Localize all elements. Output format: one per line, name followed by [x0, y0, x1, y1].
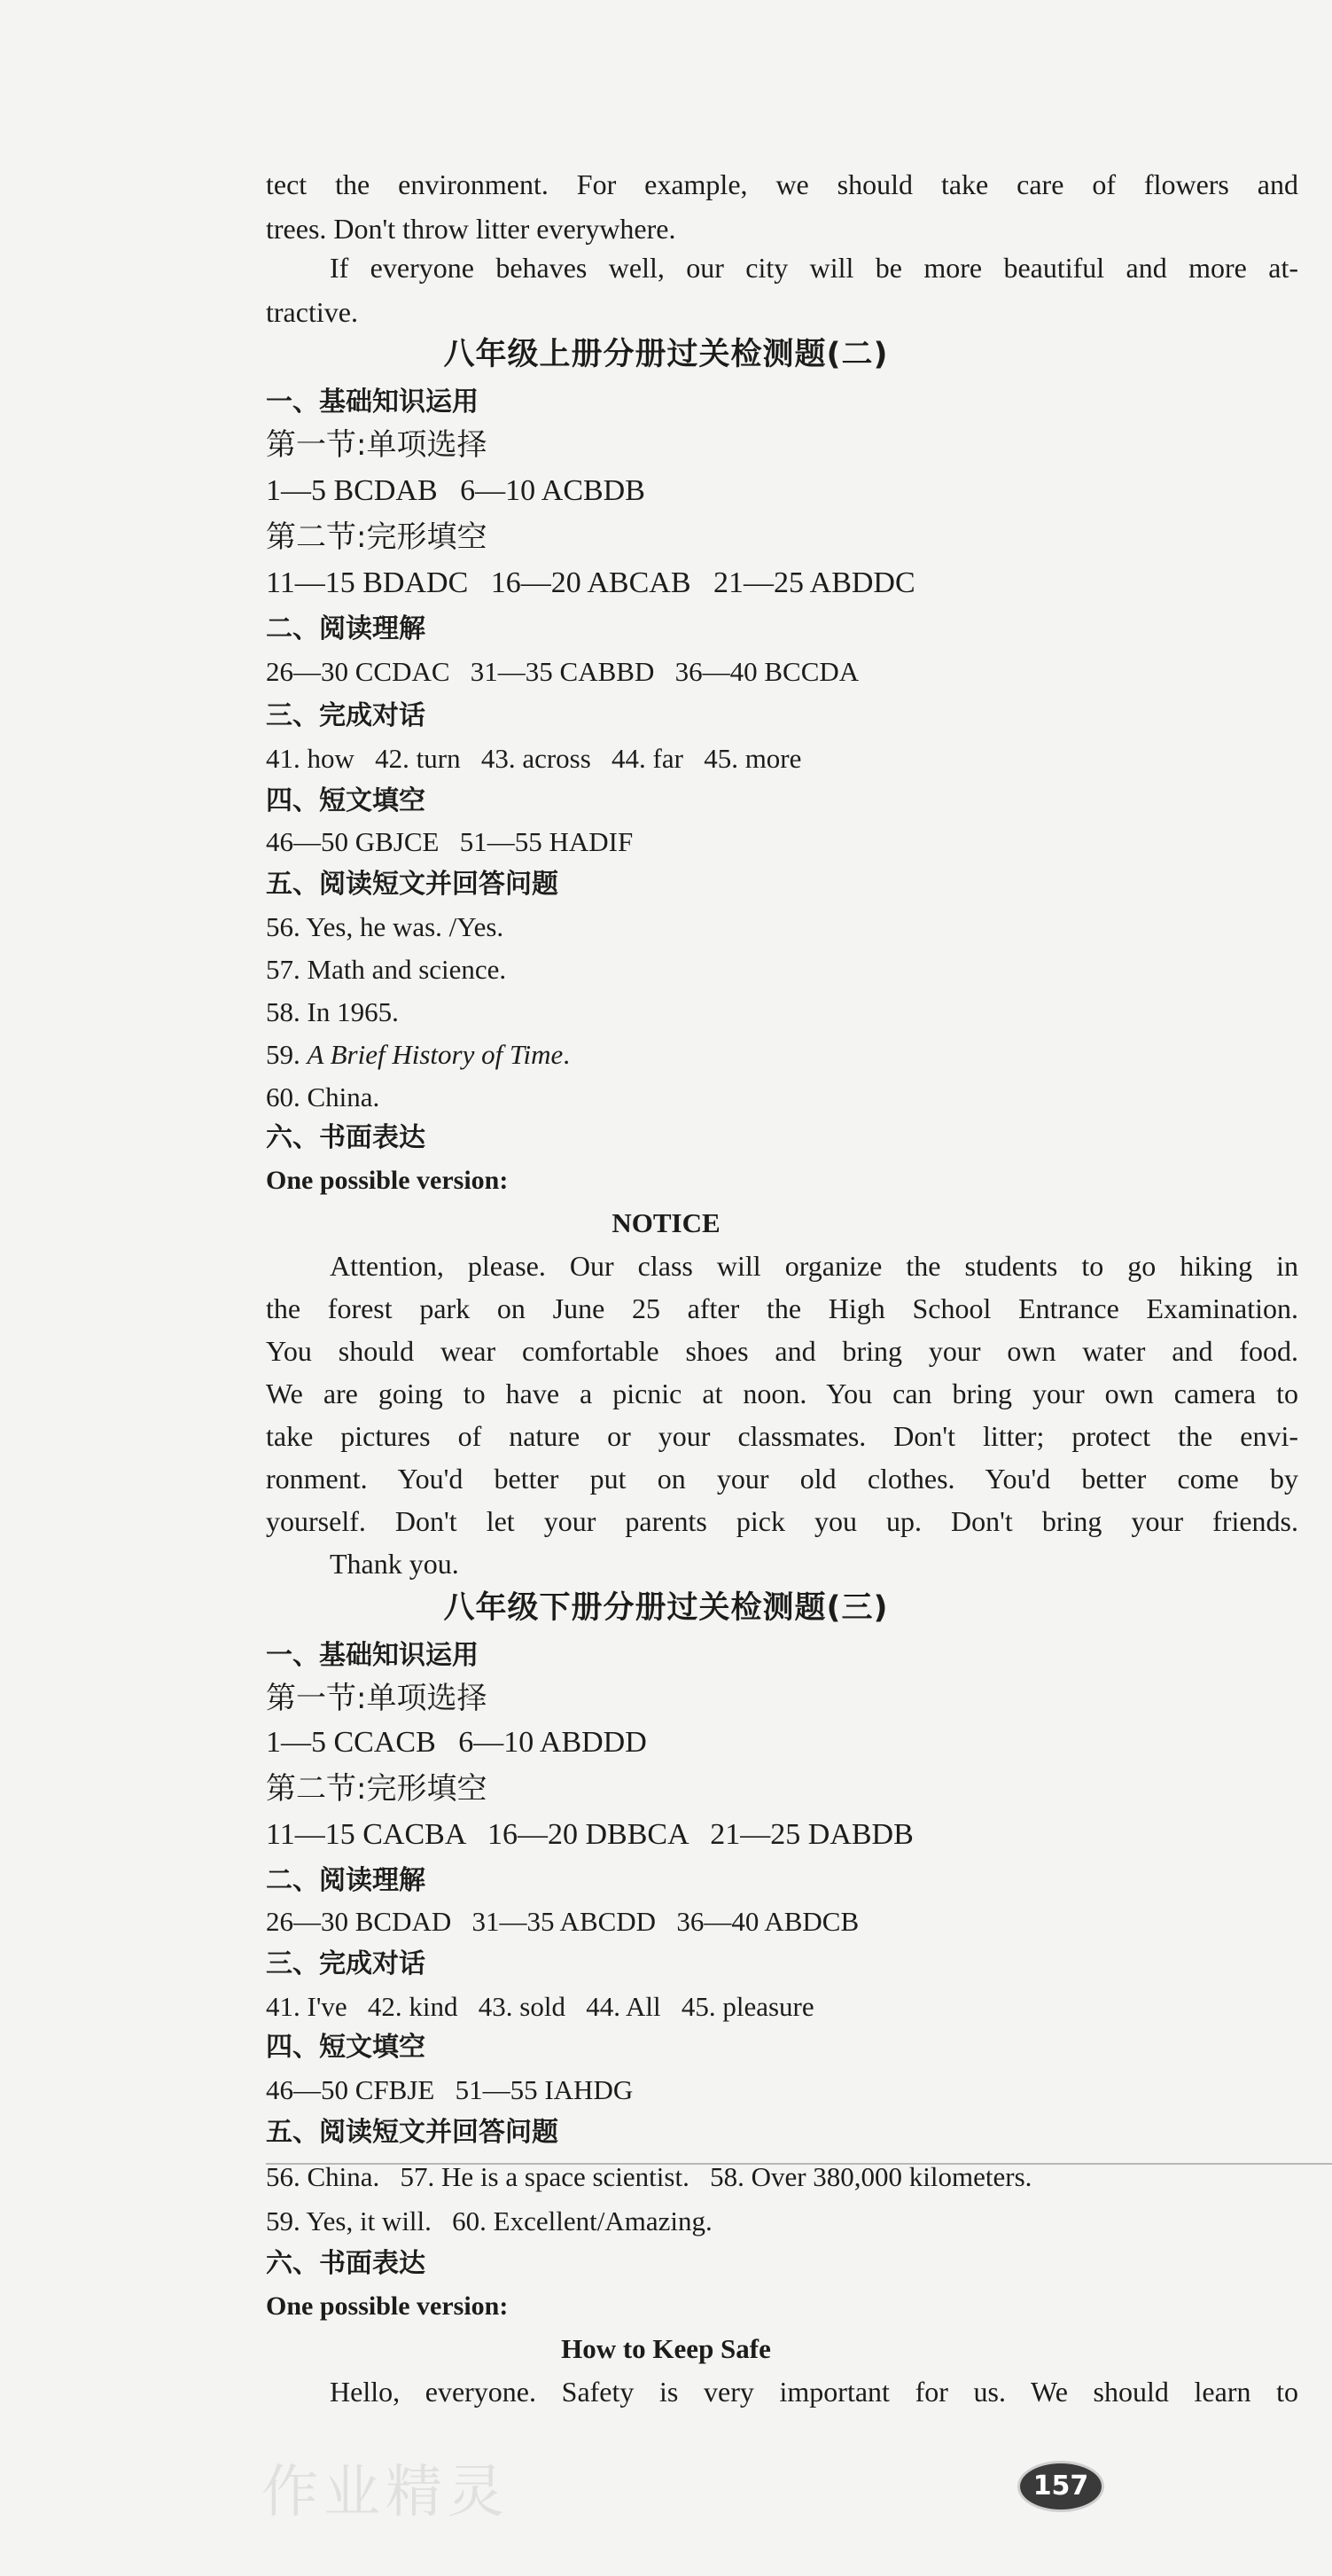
- test3-answers-1: 1—5 CCACB 6—10 ABDDD: [266, 1726, 647, 1759]
- test3-answers-5: 46—50 CFBJE 51—55 IAHDG: [266, 2074, 634, 2105]
- test2-subsection-1: 第一节:单项选择: [266, 427, 487, 463]
- test2-essay-line: Attention, please. Our class will organize the students to go hiking in: [330, 1250, 1298, 1282]
- test2-q57: 57. Math and science.: [266, 954, 507, 985]
- test2-q59-book-title: A Brief History of Time: [307, 1039, 564, 1070]
- test2-subsection-2: 第二节:完形填空: [266, 519, 487, 555]
- test2-q58: 58. In 1965.: [266, 996, 399, 1027]
- test2-essay-title: NOTICE: [611, 1207, 721, 1238]
- test2-q59-num: 59.: [266, 1039, 308, 1070]
- test3-q59-60: 59. Yes, it will. 60. Excellent/Amazing.: [266, 2205, 713, 2236]
- test3-q56-58: 56. China. 57. He is a space scientist. 58. Over 380,000 kilometers.: [266, 2161, 1032, 2192]
- test3-section-3: 三、完成对话: [266, 1948, 425, 1979]
- test2-answers-1: 1—5 BCDAB 6—10 ACBDB: [266, 474, 645, 507]
- test2-section-6: 六、书面表达: [266, 1122, 425, 1153]
- test3-essay-title: How to Keep Safe: [561, 2333, 771, 2364]
- test3-section-6: 六、书面表达: [266, 2248, 425, 2279]
- test3-answers-3: 26—30 BCDAD 31—35 ABCDD 36—40 ABDCB: [266, 1906, 860, 1937]
- intro-line-3: If everyone behaves well, our city will be more beautiful and more at-: [330, 252, 1298, 284]
- test2-section-3: 三、完成对话: [266, 700, 425, 731]
- test2-section-2: 二、阅读理解: [266, 613, 425, 644]
- test2-q59-end: .: [563, 1039, 571, 1070]
- test3-subsection-1: 第一节:单项选择: [266, 1681, 487, 1716]
- test2-answers-3: 26—30 CCDAC 31—35 CABBD 36—40 BCCDA: [266, 656, 860, 687]
- test3-subsection-2: 第二节:完形填空: [266, 1771, 487, 1807]
- test3-essay-line: Hello, everyone. Safety is very important for us. We should learn to: [330, 2376, 1298, 2408]
- test3-section-2: 二、阅读理解: [266, 1865, 425, 1896]
- test2-answers-5: 46—50 GBJCE 51—55 HADIF: [266, 826, 634, 857]
- test2-thanks: Thank you.: [330, 1548, 459, 1580]
- test2-essay-line: We are going to have a picnic at noon. You can bring your own camera to: [266, 1378, 1298, 1409]
- test2-section-5: 五、阅读短文并回答问题: [266, 869, 558, 900]
- test3-section-5: 五、阅读短文并回答问题: [266, 2117, 558, 2148]
- test2-essay-line: ronment. You'd better put on your old clothes. You'd better come by: [266, 1463, 1298, 1495]
- test2-answers-2: 11—15 BDADC 16—20 ABCAB 21—25 ABDDC: [266, 566, 915, 599]
- test2-q56: 56. Yes, he was. /Yes.: [266, 911, 504, 942]
- test3-answers-4: 41. I've 42. kind 43. sold 44. All 45. pleasure: [266, 1991, 814, 2022]
- test2-q60: 60. China.: [266, 1081, 380, 1112]
- test3-title: 八年级下册分册过关检测题(三): [443, 1590, 889, 1626]
- test2-version-label: One possible version:: [266, 1166, 509, 1195]
- test2-essay-line: yourself. Don't let your parents pick you up. Don't bring your friends.: [266, 1505, 1298, 1537]
- test3-section-1: 一、基础知识运用: [266, 1640, 479, 1671]
- test2-title: 八年级上册分册过关检测题(二): [443, 337, 889, 372]
- test2-essay-line: the forest park on June 25 after the High School Entrance Examination.: [266, 1292, 1298, 1324]
- test3-answers-2: 11—15 CACBA 16—20 DBBCA 21—25 DABDB: [266, 1818, 914, 1851]
- test3-section-4: 四、短文填空: [266, 2032, 425, 2063]
- test2-section-4: 四、短文填空: [266, 785, 425, 816]
- test3-version-label: One possible version:: [266, 2291, 509, 2321]
- page-number-badge: 157: [1017, 2461, 1104, 2512]
- test2-section-1: 一、基础知识运用: [266, 386, 479, 418]
- test2-essay-line: You should wear comfortable shoes and bring your own water and food.: [266, 1335, 1298, 1367]
- watermark-logo: 作业精灵: [261, 2460, 510, 2525]
- intro-line-4: tractive.: [266, 296, 358, 328]
- test2-answers-4: 41. how 42. turn 43. across 44. far 45. more: [266, 743, 802, 774]
- test2-essay-line: take pictures of nature or your classmates. Don't litter; protect the envi-: [266, 1420, 1298, 1452]
- intro-line-2: trees. Don't throw litter everywhere.: [266, 213, 676, 245]
- test2-q59: [266, 1037, 570, 1073]
- intro-line-1: tect the environment. For example, we should take care of flowers and: [266, 168, 1298, 200]
